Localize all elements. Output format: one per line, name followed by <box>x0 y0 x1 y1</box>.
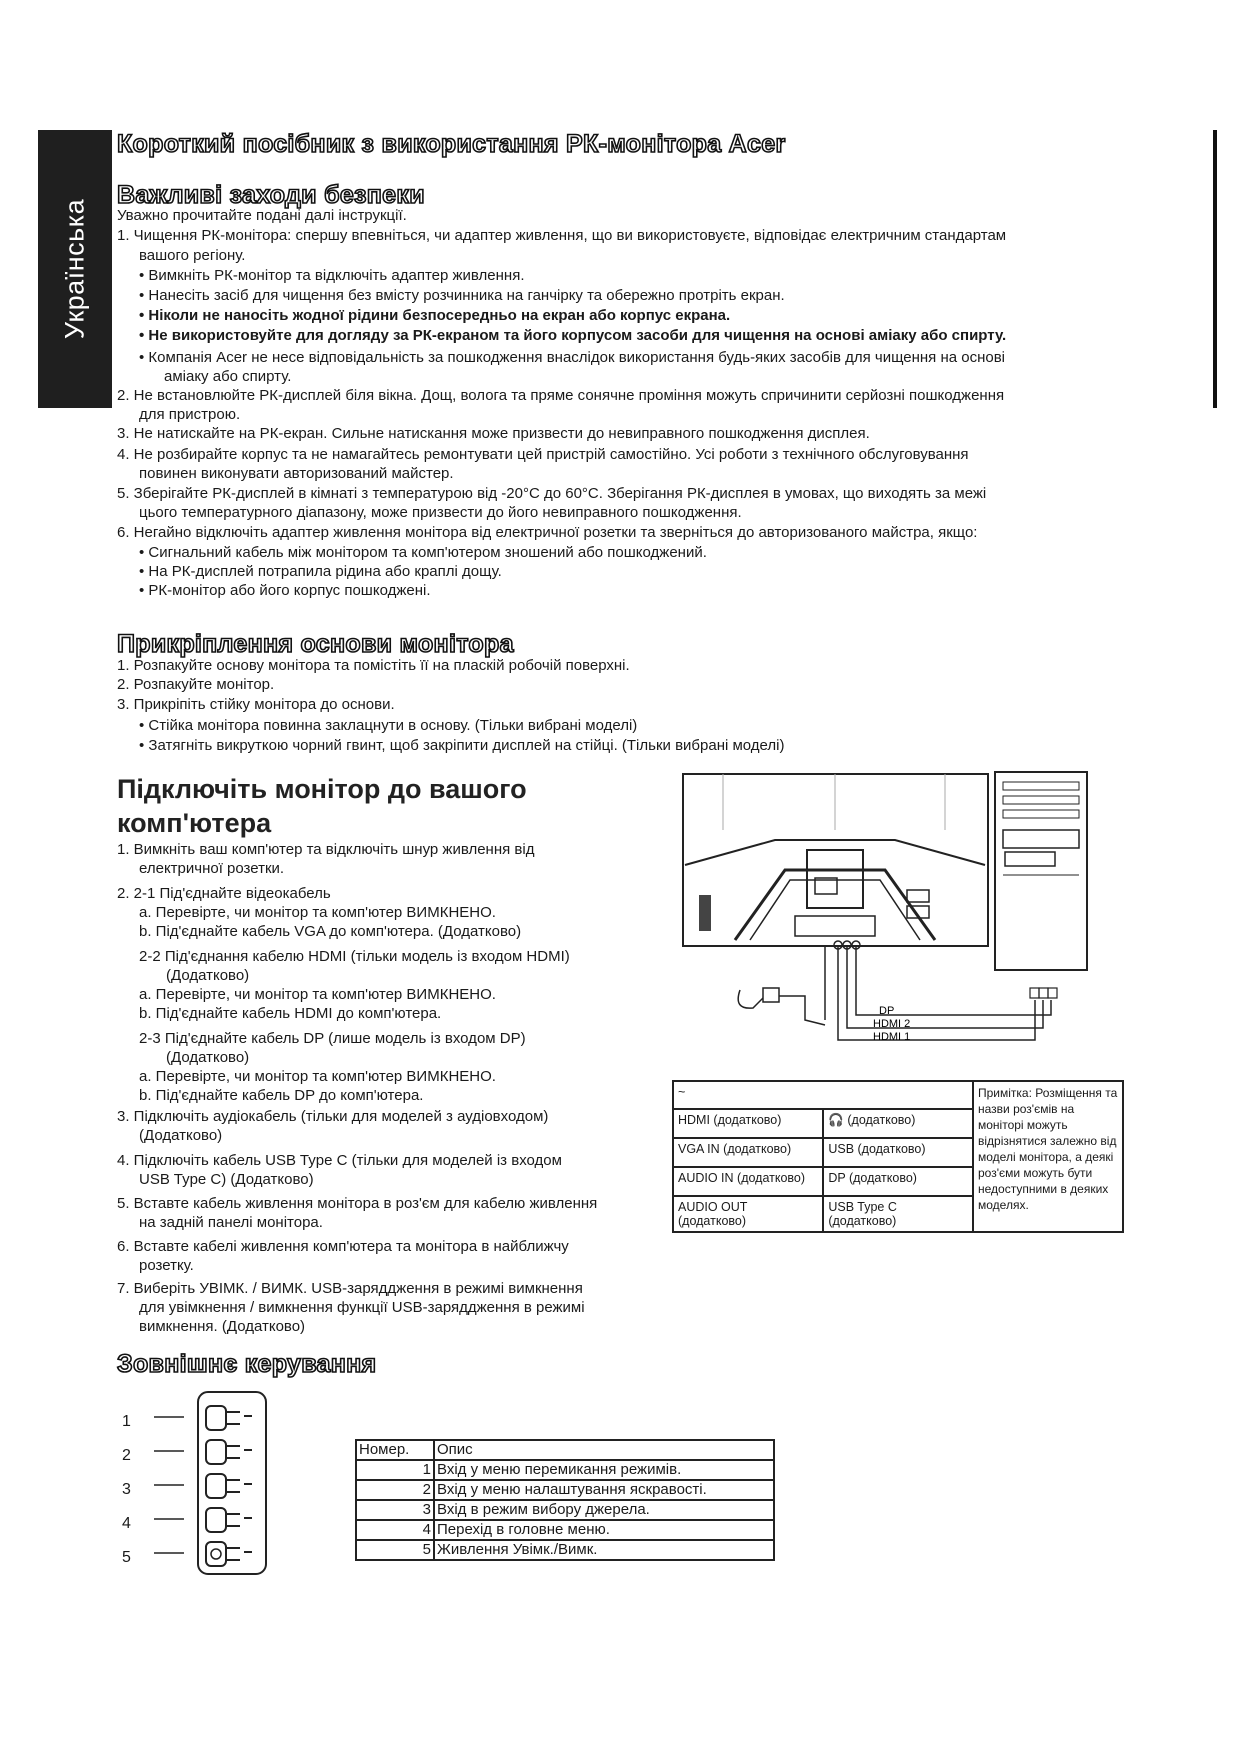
controls-table-header-number: Номер. <box>356 1440 434 1460</box>
ports-table-cell: VGA IN (додатково) <box>673 1138 823 1167</box>
controls-heading: Зовнішнє керування <box>117 1350 377 1378</box>
connect-line: 5. Вставте кабель живлення монітора в роз'єм для кабелю живлення <box>117 1195 598 1212</box>
control-number: 1 <box>122 1413 131 1430</box>
safety-bullet-2: • Нанесіть засіб для чищення без вмісту розчинника на ганчірку та обережно протріть екран. <box>139 287 785 304</box>
connect-line: вимкнення. (Додатково) <box>139 1318 306 1335</box>
connect-line: для увімкнення / вимкнення функції USB-заряддження в режимі <box>139 1299 585 1316</box>
pc-tower <box>995 772 1087 970</box>
safety-bullet-5-cont: аміаку або спирту. <box>164 368 292 385</box>
safety-item-2: 2. Не встановлюйте РК-дисплей біля вікна. Дощ, волога та пряме сонячне проміння можуть спричинити серйозні пошкодження <box>117 387 1005 404</box>
controls-table-number: 3 <box>356 1500 434 1520</box>
connect-line: 2-3 Під'єднайте кабель DP (лише модель із входом DP) <box>139 1030 526 1047</box>
connect-line: b. Під'єднайте кабель HDMI до комп'ютера. <box>139 1005 442 1022</box>
control-number: 3 <box>122 1481 131 1498</box>
safety-heading: Важливі заходи безпеки <box>117 181 425 209</box>
control-button-1 <box>206 1406 240 1430</box>
ports-table-cell: USB (додатково) <box>823 1138 973 1167</box>
safety-item-2-cont: для пристрою. <box>139 406 241 423</box>
connect-line: 4. Підключіть кабель USB Type C (тільки для моделей із входом <box>117 1152 562 1169</box>
connect-line: (Додатково) <box>139 1127 223 1144</box>
ports-table-cell-headphone: 🎧 (додатково) <box>823 1109 973 1138</box>
headphone-icon: 🎧 <box>828 1113 848 1127</box>
safety-item-5-cont: цього температурного діапазону, може призвести до його невиправного пошкодження. <box>139 504 742 521</box>
power-adapter <box>763 988 779 1002</box>
connect-line: 1. Вимкніть ваш комп'ютер та відключіть шнур живлення від <box>117 841 535 858</box>
label-hdmi1: HDMI 1 <box>873 1031 911 1043</box>
connect-line: b. Під'єднайте кабель VGA до комп'ютера. (Додатково) <box>139 923 522 940</box>
control-button-2 <box>206 1440 240 1464</box>
right-margin-bar <box>1213 130 1217 408</box>
safety-item-1: 1. Чищення РК-монітора: спершу впевніться, чи адаптер живлення, що ви використовуєте, відповідає електричним стандартам <box>117 227 1007 244</box>
ports-table-cell: USB Type C (додатково) <box>823 1196 973 1232</box>
language-tab <box>38 130 112 408</box>
page-title: Короткий посібник з використання РК-монітора Acer <box>117 130 786 158</box>
safety-item-1-cont: вашого регіону. <box>139 247 246 264</box>
controls-table-desc: Вхід у меню налаштування яскравості. <box>434 1480 774 1500</box>
controls-table-number: 1 <box>356 1460 434 1480</box>
control-panel-outline <box>198 1392 266 1574</box>
controls-table-number: 4 <box>356 1520 434 1540</box>
ports-table-note: Примітка: Розміщення та назви роз'ємів на моніторі можуть відрізнятися залежно від моделі монітора, а деякі роз'єми можуть бути недоступними в деяких моделях. <box>973 1081 1123 1232</box>
safety-bullet-6: • Сигнальний кабель між монітором та комп'ютером зношений або пошкоджений. <box>139 544 707 561</box>
controls-table-number: 5 <box>356 1540 434 1560</box>
connection-diagram <box>675 770 1125 1070</box>
connect-heading-line-2: комп'ютера <box>117 808 272 838</box>
connect-line: a. Перевірте, чи монітор та комп'ютер ВИМКНЕНО. <box>139 904 496 921</box>
language-tab-label: Українська <box>59 198 90 340</box>
controls-table-desc: Перехід в головне меню. <box>434 1520 774 1540</box>
safety-item-3: 3. Не натискайте на РК-екран. Сильне натискання може призвести до невиправного пошкодження дисплея. <box>117 425 870 442</box>
safety-item-4-cont: повинен виконувати авторизований майстер. <box>139 465 454 482</box>
ports-table-cell: AUDIO IN (додатково) <box>673 1167 823 1196</box>
control-button-3 <box>206 1474 240 1498</box>
control-number-list <box>122 1405 131 1575</box>
cable-hdmi1 <box>838 945 1035 1040</box>
ports-table-cell: HDMI (додатково) <box>673 1109 823 1138</box>
safety-item-5: 5. Зберігайте РК-дисплей в кімнаті з температурою від -20°C до 60°C. Зберігання РК-дисплея в умовах, що виходять за межі <box>117 485 987 502</box>
safety-intro: Уважно прочитайте подані далі інструкції. <box>117 207 407 224</box>
safety-bullet-1: • Вимкніть РК-монітор та відключіть адаптер живлення. <box>139 267 525 284</box>
base-step-2: 2. Розпакуйте монітор. <box>117 676 275 693</box>
connect-line: 3. Підключіть аудіокабель (тільки для моделей з аудіовходом) <box>117 1108 549 1125</box>
controls-table-number: 2 <box>356 1480 434 1500</box>
connect-heading-line-1: Підключіть монітор до вашого <box>117 774 527 804</box>
base-step-1: 1. Розпакуйте основу монітора та помістіть її на пласкій робочій поверхні. <box>117 657 630 674</box>
connect-line: a. Перевірте, чи монітор та комп'ютер ВИМКНЕНО. <box>139 1068 496 1085</box>
safety-item-6: 6. Негайно відключіть адаптер живлення монітора від електричної розетки та зверніться до авторизованого майстра, якщо: <box>117 524 978 541</box>
connect-line: (Додатково) <box>166 1049 250 1066</box>
connect-line: електричної розетки. <box>139 860 285 877</box>
label-dp: DP <box>879 1005 895 1017</box>
safety-bullet-8: • РК-монітор або його корпус пошкоджені. <box>139 582 431 599</box>
control-number: 4 <box>122 1515 131 1532</box>
connect-line: 2. 2-1 Під'єднайте відеокабель <box>117 885 331 902</box>
ports-table-top-cell: ~ <box>673 1081 973 1109</box>
safety-item-4: 4. Не розбирайте корпус та не намагайтесь ремонтувати цей пристрій самостійно. Усі роботи з технічного обслуговування <box>117 446 969 463</box>
control-number: 5 <box>122 1549 131 1566</box>
controls-table-desc: Вхід в режим вибору джерела. <box>434 1500 774 1520</box>
connect-line: на задній панелі монітора. <box>139 1214 323 1231</box>
base-step-3: 3. Прикріпіть стійку монітора до основи. <box>117 696 395 713</box>
safety-bullet-3: • Ніколи не наносіть жодної рідини безпосередньо на екран або корпус екрана. <box>139 307 731 324</box>
safety-bullet-4: • Не використовуйте для догляду за РК-екраном та його корпусом засоби для чищення на основі аміаку або спирту. <box>139 327 1007 344</box>
button-strip <box>699 895 711 931</box>
ports-table-cell: DP (додатково) <box>823 1167 973 1196</box>
control-number: 2 <box>122 1447 131 1464</box>
safety-bullet-5: • Компанія Acer не несе відповідальність за пошкодження внаслідок використання будь-яких засобів для чищення на основі <box>139 349 1006 366</box>
ports-table-cell: AUDIO OUT (додатково) <box>673 1196 823 1232</box>
power-icon <box>206 1542 240 1566</box>
base-heading: Прикріплення основи монітора <box>117 630 514 658</box>
connect-line: (Додатково) <box>166 967 250 984</box>
ports-table <box>672 1080 1124 1233</box>
port-panel <box>795 916 875 936</box>
control-buttons-diagram <box>140 1388 280 1578</box>
base-bullet-2: • Затягніть викруткою чорний гвинт, щоб закріпити дисплей на стійці. (Тільки вибрані моделі) <box>139 737 785 754</box>
control-button-4 <box>206 1508 240 1532</box>
connect-line: 7. Виберіть УВІМК. / ВИМК. USB-заряддження в режимі вимкнення <box>117 1280 583 1297</box>
connect-line: 6. Вставте кабелі живлення комп'ютера та монітора в найближчу <box>117 1238 569 1255</box>
controls-table-desc: Вхід у меню перемикання режимів. <box>434 1460 774 1480</box>
controls-table <box>355 1439 775 1561</box>
connect-line: a. Перевірте, чи монітор та комп'ютер ВИМКНЕНО. <box>139 986 496 1003</box>
base-bullet-1: • Стійка монітора повинна заклацнути в основу. (Тільки вибрані моделі) <box>139 717 638 734</box>
connect-line: b. Під'єднайте кабель DP до комп'ютера. <box>139 1087 424 1104</box>
controls-table-desc: Живлення Увімк./Вимк. <box>434 1540 774 1560</box>
connect-line: USB Type C) (Додатково) <box>139 1171 314 1188</box>
connect-line: розетку. <box>139 1257 194 1274</box>
safety-bullet-7: • На РК-дисплей потрапила рідина або краплі дощу. <box>139 563 502 580</box>
controls-table-header-desc: Опис <box>434 1440 774 1460</box>
connect-line: 2-2 Під'єднання кабелю HDMI (тільки модель із входом HDMI) <box>139 948 570 965</box>
label-hdmi2: HDMI 2 <box>873 1018 911 1030</box>
